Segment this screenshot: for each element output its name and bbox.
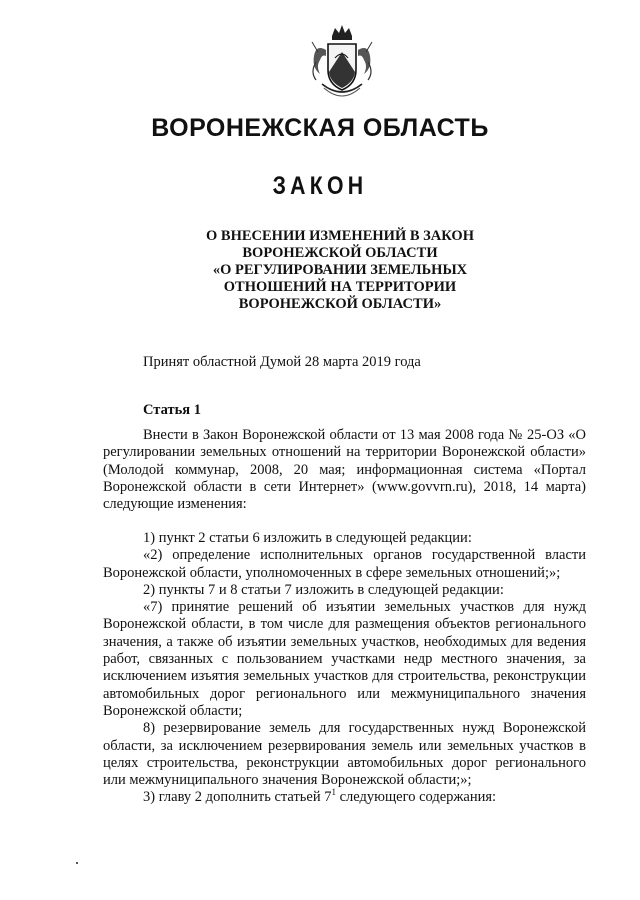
article-intro [103, 427, 586, 513]
list-item: 1) пункт 2 статьи 6 изложить в следующей редакции: [143, 530, 472, 546]
scan-speck [76, 862, 78, 864]
item3-superscript: 1 [331, 787, 336, 798]
law-title-line: ВОРОНЕЖСКОЙ ОБЛАСТИ [242, 245, 438, 261]
intro-paragraph: Внести в Закон Воронежской области от 13 мая 2008 года № 25-ОЗ «О регулировании земельных отношений на территории Воронежской области» (Молодой коммунар, 2008, 20 мая; информационная система «Портал Воронежской области в сети Интернет» (www.govvrn.ru), 2018, 14 марта) следующие изменения: [103, 427, 586, 513]
law-title-line: ОТНОШЕНИЙ НА ТЕРРИТОРИИ [223, 279, 457, 295]
document-type: ЗАКОН [272, 172, 368, 200]
item3-tail: следующего содержания: [336, 789, 497, 806]
list-item: «7) принятие решений об изъятии земельных участков для нужд Воронежской области, в том числе для размещения объектов регионального значения, а также об изъятии земельных участков, необходимых для ведения работ, связанных с пользованием участками недр местного значения, за исключением изъятия земельных участков для строительства, реконструкции автомобильных дорог регионального или межмуниципального значения Воронежской области; [103, 599, 586, 719]
adoption-note: Принят областной Думой 28 марта 2019 года [143, 354, 421, 370]
law-title-line: О ВНЕСЕНИИ ИЗМЕНЕНИЙ В ЗАКОН [206, 228, 474, 244]
list-item: «2) определение исполнительных органов государственной власти Воронежской области, уполномоченных в сфере земельных отношений;»; [103, 547, 586, 581]
article-items [103, 530, 586, 807]
region-title: ВОРОНЕЖСКАЯ ОБЛАСТЬ [151, 114, 489, 142]
law-title [140, 228, 540, 313]
law-title-line: «О РЕГУЛИРОВАНИИ ЗЕМЕЛЬНЫХ [212, 262, 468, 278]
list-item: 8) резервирование земель для государственных нужд Воронежской области, за исключением резервирования земель или земельных участков в целях строительства, реконструкции автомобильных дорог регионального или межмуниципального значения Воронежской области;»; [103, 720, 586, 789]
item3-text: 3) главу 2 дополнить статьей 7 [143, 789, 332, 806]
list-item: 2) пункты 7 и 8 статьи 7 изложить в следующей редакции: [143, 581, 504, 598]
coat-of-arms-icon [302, 22, 382, 104]
law-title-line: ВОРОНЕЖСКОЙ ОБЛАСТИ» [238, 296, 442, 312]
article-heading: Статья 1 [143, 402, 201, 418]
list-item [103, 789, 586, 806]
